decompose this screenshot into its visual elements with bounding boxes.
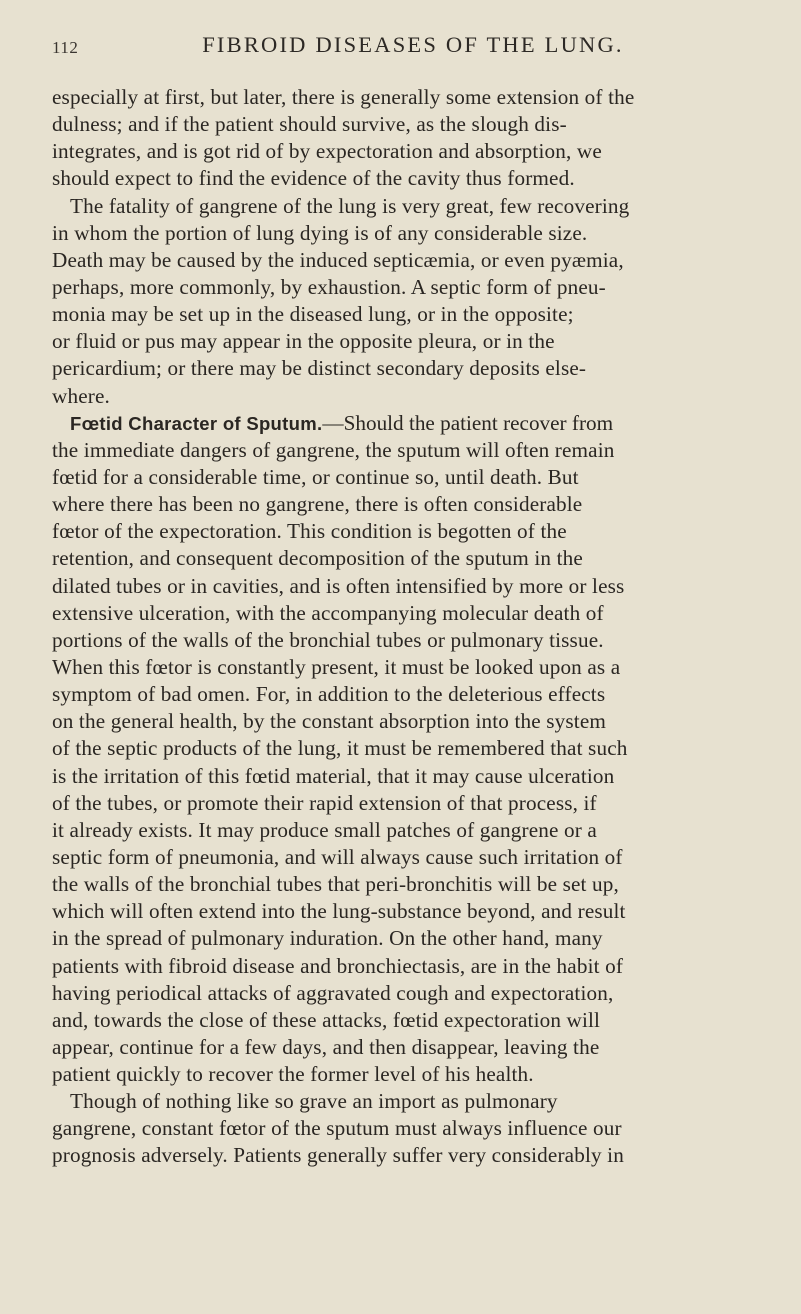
text-line: appear, continue for a few days, and then disappear, leaving the	[52, 1034, 600, 1059]
text-line: of the septic products of the lung, it must be remembered that such	[52, 736, 628, 761]
paragraph	[52, 84, 782, 193]
running-title: FIBROID DISEASES OF THE LUNG.	[202, 32, 624, 57]
text-line: Death may be caused by the induced septicæmia, or even pyæmia,	[52, 247, 624, 272]
paragraph	[52, 410, 782, 1089]
body-text	[52, 84, 782, 1170]
text-line: where.	[52, 383, 110, 408]
running-head	[52, 26, 774, 66]
text-line: retention, and consequent decomposition of the sputum in the	[52, 546, 583, 571]
text-line: The fatality of gangrene of the lung is very great, few recovering	[70, 193, 630, 218]
text-line: symptom of bad omen. For, in addition to the deleterious effects	[52, 682, 606, 707]
text-line: When this fœtor is constantly present, it must be looked upon as a	[52, 654, 621, 679]
page-number: 112	[52, 38, 79, 57]
text-line: portions of the walls of the bronchial tubes or pulmonary tissue.	[52, 627, 604, 652]
text-line: where there has been no gangrene, there is often considerable	[52, 492, 583, 517]
text-line: fœtid for a considerable time, or continue so, until death. But	[52, 464, 579, 489]
text-fragment: —Should the patient recover from	[322, 410, 614, 435]
text-line: in whom the portion of lung dying is of any considerable size.	[52, 220, 588, 245]
text-line: patients with fibroid disease and bronchiectasis, are in the habit of	[52, 953, 624, 978]
text-line: pericardium; or there may be distinct secondary deposits else-	[52, 356, 587, 381]
text-line: prognosis adversely. Patients generally suffer very considerably in	[52, 1143, 624, 1168]
text-line: especially at first, but later, there is generally some extension of the	[52, 85, 635, 109]
text-line: on the general health, by the constant absorption into the system	[52, 709, 607, 734]
heading-line	[52, 410, 782, 437]
text-line: extensive ulceration, with the accompanying molecular death of	[52, 600, 604, 625]
text-line: it already exists. It may produce small patches of gangrene or a	[52, 817, 597, 842]
text-line: which will often extend into the lung-substance beyond, and result	[52, 899, 626, 924]
text-line: patient quickly to recover the former level of his health.	[52, 1062, 534, 1087]
text-line: the walls of the bronchial tubes that peri-bronchitis will be set up,	[52, 872, 619, 897]
text-line: of the tubes, or promote their rapid extension of that process, if	[52, 790, 597, 815]
text-line: monia may be set up in the diseased lung, or in the opposite;	[52, 302, 574, 327]
text-line: and, towards the close of these attacks, fœtid expectoration will	[52, 1007, 601, 1032]
paragraph	[52, 1088, 782, 1169]
text-line: perhaps, more commonly, by exhaustion. A septic form of pneu-	[52, 274, 606, 299]
text-line: gangrene, constant fœtor of the sputum must always influence our	[52, 1116, 622, 1141]
text-line: dulness; and if the patient should survive, as the slough dis-	[52, 112, 567, 137]
text-line: integrates, and is got rid of by expectoration and absorption, we	[52, 139, 602, 164]
text-line: Though of nothing like so grave an import as pulmonary	[70, 1089, 558, 1114]
text-line: the immediate dangers of gangrene, the sputum will often remain	[52, 437, 615, 462]
paragraph	[52, 193, 782, 410]
text-line: septic form of pneumonia, and will always cause such irritation of	[52, 844, 623, 869]
text-line: fœtor of the expectoration. This condition is begotten of the	[52, 519, 567, 544]
text-line: or fluid or pus may appear in the opposite pleura, or in the	[52, 329, 555, 354]
section-heading: Fœtid Character of Sputum.	[70, 412, 323, 434]
text-line: should expect to find the evidence of the cavity thus formed.	[52, 166, 575, 191]
text-line: in the spread of pulmonary induration. On the other hand, many	[52, 926, 603, 951]
text-line: having periodical attacks of aggravated cough and expectoration,	[52, 980, 614, 1005]
text-line: dilated tubes or in cavities, and is often intensified by more or less	[52, 573, 625, 598]
text-line: is the irritation of this fœtid material, that it may cause ulceration	[52, 763, 615, 788]
